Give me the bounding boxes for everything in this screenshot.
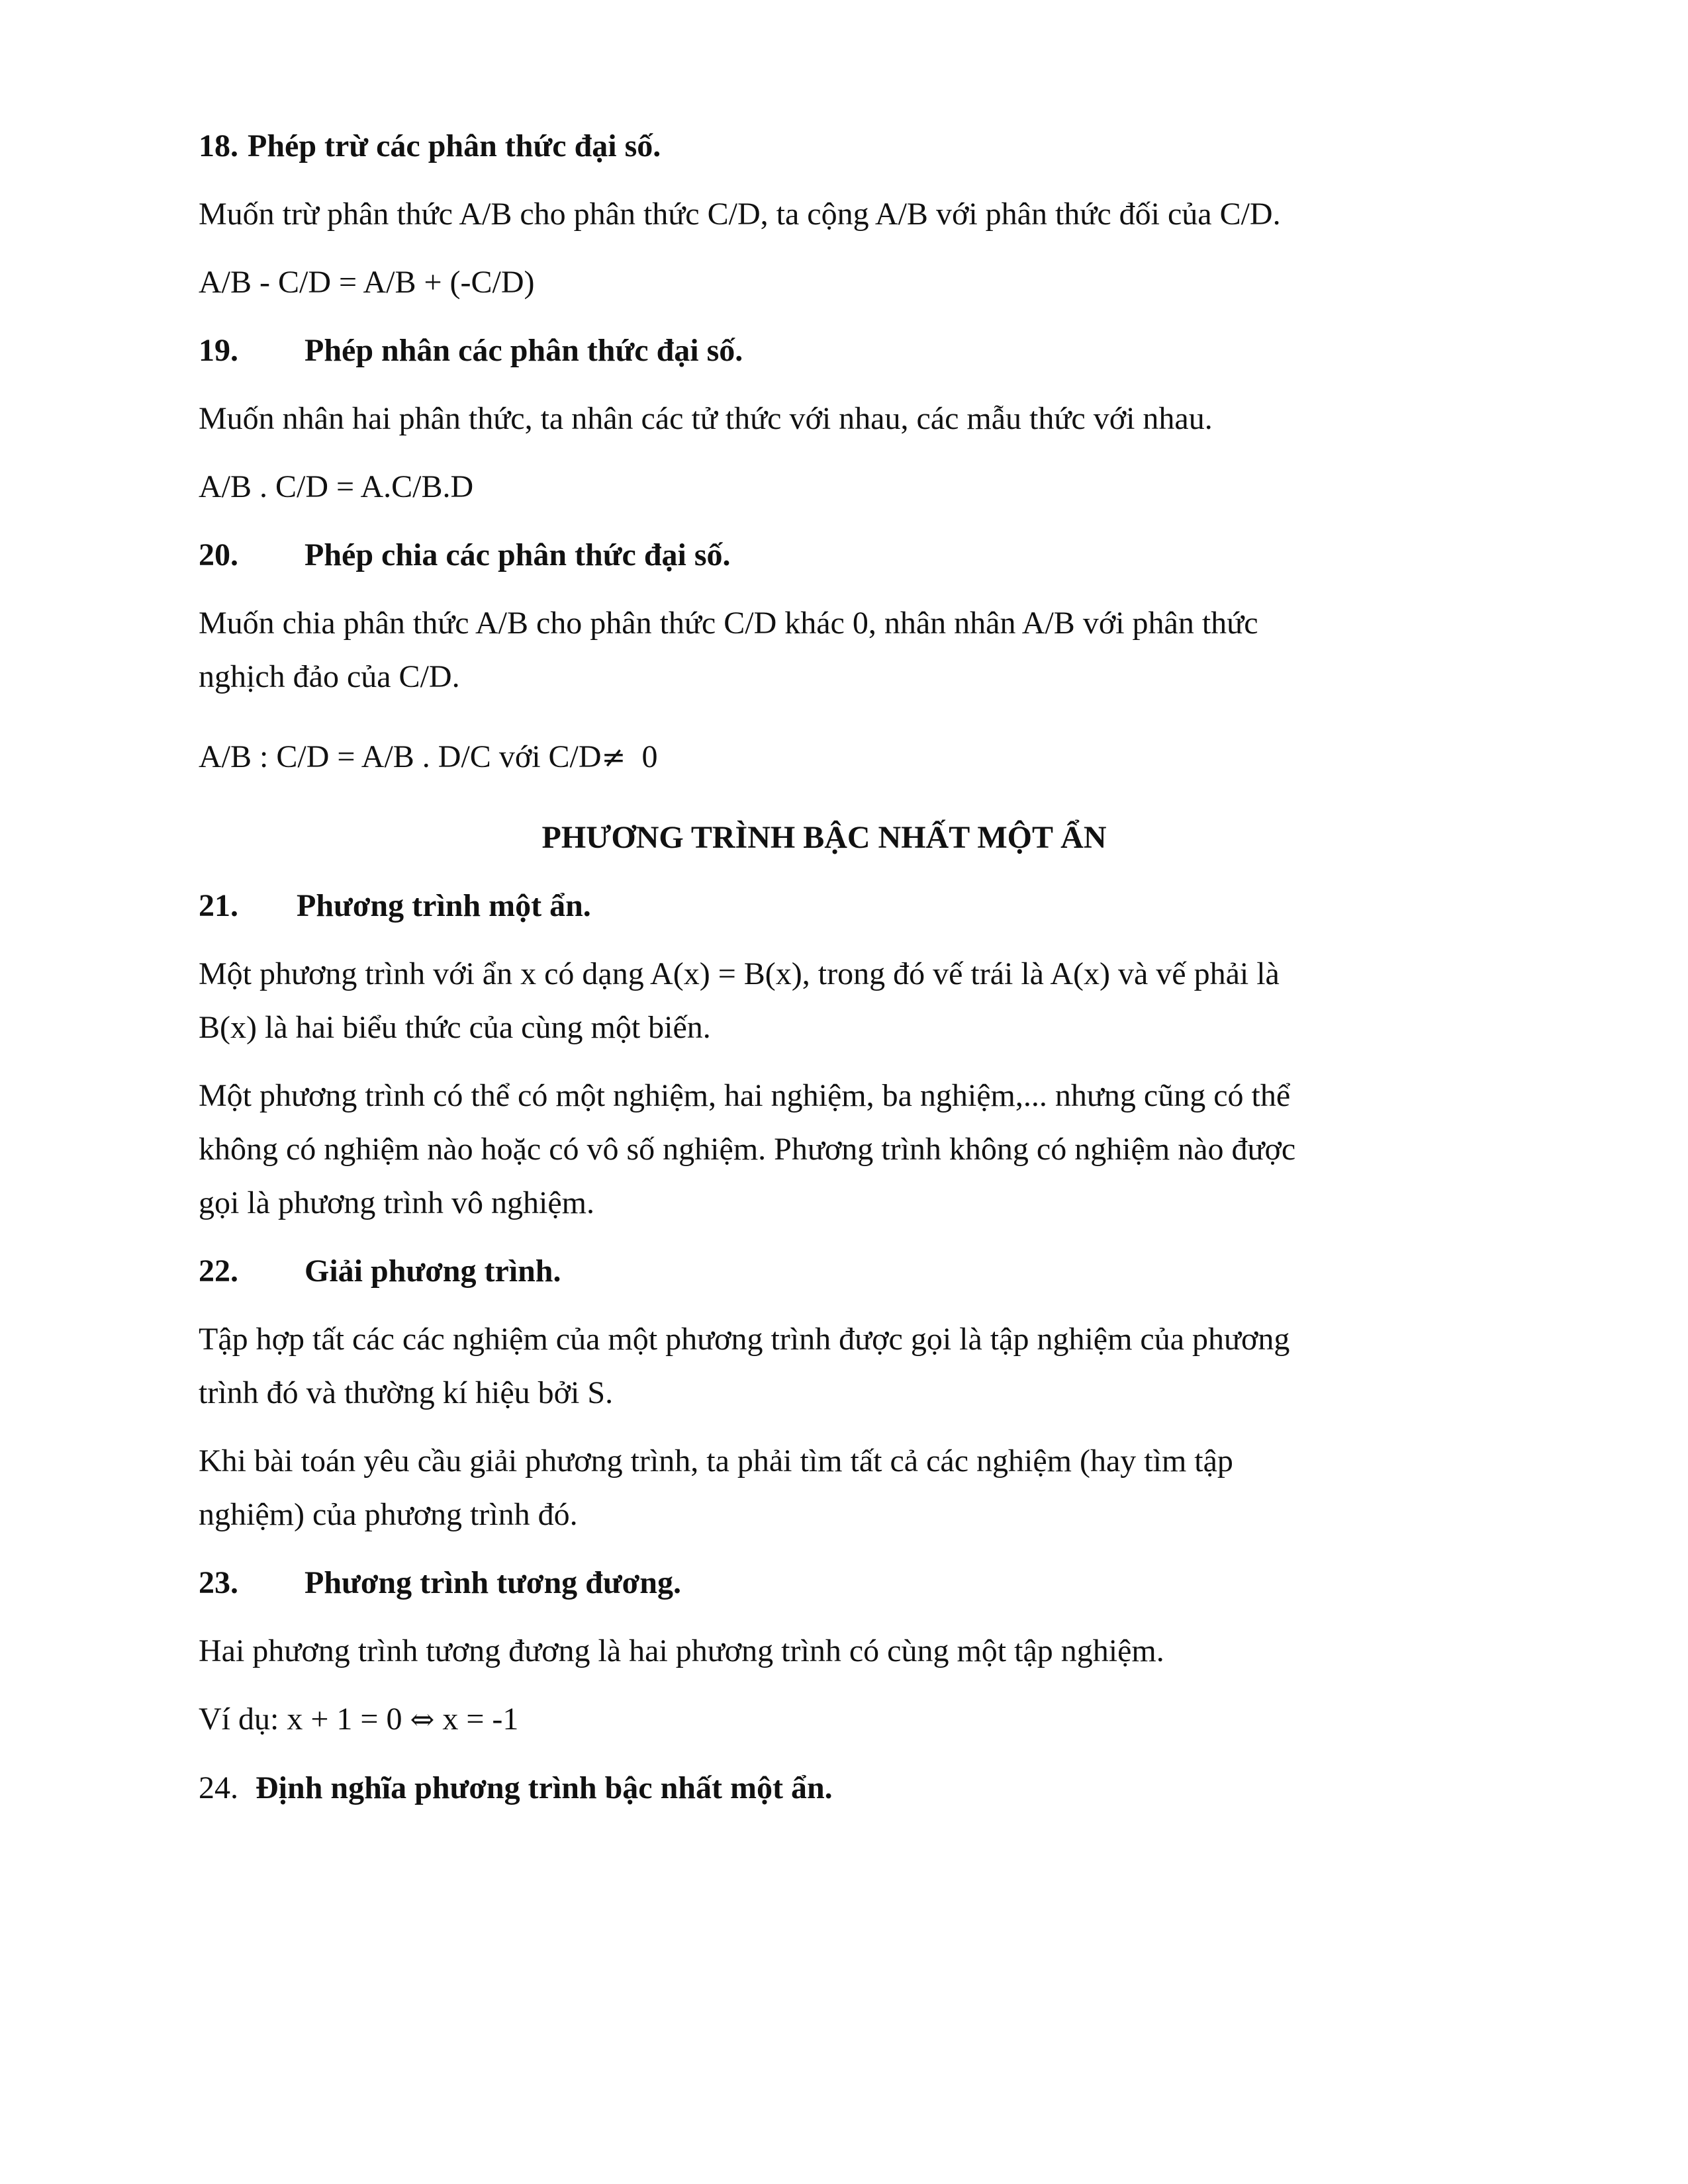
paragraph-line: Khi bài toán yêu cầu giải phương trình, ta phải tìm tất cả các nghiệm (hay tìm tập	[199, 1443, 1233, 1479]
section-number: 24.	[199, 1770, 238, 1805]
paragraph-line: Một phương trình với ẩn x có dạng A(x) = B(x), trong đó vế trái là A(x) và vế phải là	[199, 956, 1280, 991]
section-number: 18.	[199, 128, 238, 163]
section-19-formula	[199, 460, 1509, 514]
section-22-paragraph-2	[199, 1434, 1509, 1541]
paragraph-line: Tập hợp tất các các nghiệm của một phương trình được gọi là tập nghiệm của phương	[199, 1322, 1290, 1357]
section-23-text	[199, 1624, 1509, 1678]
formula: A/B . C/D = A.C/B.D	[199, 469, 474, 504]
section-24	[199, 1761, 1509, 1815]
document-page	[199, 119, 1509, 1829]
formula-text: A/B : C/D = A/B . D/C với C/D	[199, 739, 602, 774]
paragraph-line: Một phương trình có thể có một nghiệm, hai nghiệm, ba nghiệm,... nhưng cũng có thể	[199, 1078, 1291, 1113]
section-21-paragraph-1	[199, 947, 1509, 1054]
paragraph-line: B(x) là hai biểu thức của cùng một biến.	[199, 1010, 711, 1045]
section-18	[199, 119, 1509, 173]
section-22-heading	[199, 1244, 1509, 1298]
section-title: Phương trình một ẩn.	[297, 888, 591, 923]
section-24-heading	[199, 1761, 1509, 1815]
example-text: Ví dụ: x + 1 = 0	[199, 1702, 402, 1737]
section-20	[199, 528, 1509, 582]
section-22	[199, 1244, 1509, 1298]
section-20-heading	[199, 528, 1509, 582]
paragraph-line: nghiệm) của phương trình đó.	[199, 1497, 578, 1532]
paragraph-line: trình đó và thường kí hiệu bởi S.	[199, 1375, 614, 1410]
equivalence-symbol: ⇔	[410, 1703, 435, 1737]
example	[199, 1692, 1509, 1747]
section-number: 19.	[199, 333, 238, 368]
formula-text: 0	[641, 739, 658, 774]
section-number: 23.	[199, 1565, 238, 1600]
section-title: Định nghĩa phương trình bậc nhất một ẩn.	[256, 1770, 833, 1805]
section-title: Giải phương trình.	[305, 1253, 561, 1289]
paragraph-line: gọi là phương trình vô nghiệm.	[199, 1185, 595, 1220]
paragraph-line: Muốn nhân hai phân thức, ta nhân các tử thức với nhau, các mẫu thức với nhau.	[199, 401, 1213, 436]
section-18-formula	[199, 255, 1509, 309]
section-18-heading	[199, 119, 1509, 173]
paragraph-line: không có nghiệm nào hoặc có vô số nghiệm. Phương trình không có nghiệm nào được	[199, 1132, 1296, 1167]
paragraph-line: nghịch đảo của C/D.	[199, 659, 460, 694]
section-21-paragraph-2	[199, 1069, 1509, 1230]
section-title: Phép chia các phân thức đại số.	[305, 537, 731, 572]
section-21	[199, 879, 1509, 933]
section-title: Phép trừ các phân thức đại số.	[248, 128, 661, 163]
paragraph-line: Hai phương trình tương đương là hai phương trình có cùng một tập nghiệm.	[199, 1633, 1164, 1668]
section-20-formula	[199, 730, 1509, 784]
section-20-text	[199, 596, 1509, 704]
section-23-heading	[199, 1556, 1509, 1610]
chapter-title: PHƯƠNG TRÌNH BẬC NHẤT MỘT ẨN	[541, 820, 1107, 855]
section-21-heading	[199, 879, 1509, 933]
section-number: 21.	[199, 888, 238, 923]
formula: A/B - C/D = A/B + (-C/D)	[199, 265, 535, 300]
section-number: 20.	[199, 537, 238, 572]
section-23	[199, 1556, 1509, 1610]
formula	[199, 730, 1509, 784]
paragraph-line: Muốn trừ phân thức A/B cho phân thức C/D, ta cộng A/B với phân thức đối của C/D.	[199, 197, 1281, 232]
section-title: Phép nhân các phân thức đại số.	[305, 333, 743, 368]
section-number: 22.	[199, 1253, 238, 1289]
section-19-heading	[199, 324, 1509, 377]
section-23-example	[199, 1692, 1509, 1747]
example-text: x = -1	[442, 1702, 519, 1737]
section-19	[199, 324, 1509, 377]
paragraph-line: Muốn chia phân thức A/B cho phân thức C/D khác 0, nhân nhân A/B với phân thức	[199, 606, 1258, 641]
not-equal-symbol: ≠	[601, 741, 626, 774]
section-22-paragraph-1	[199, 1312, 1509, 1420]
section-title: Phương trình tương đương.	[305, 1565, 681, 1600]
section-19-text	[199, 392, 1509, 445]
section-18-text	[199, 187, 1509, 241]
